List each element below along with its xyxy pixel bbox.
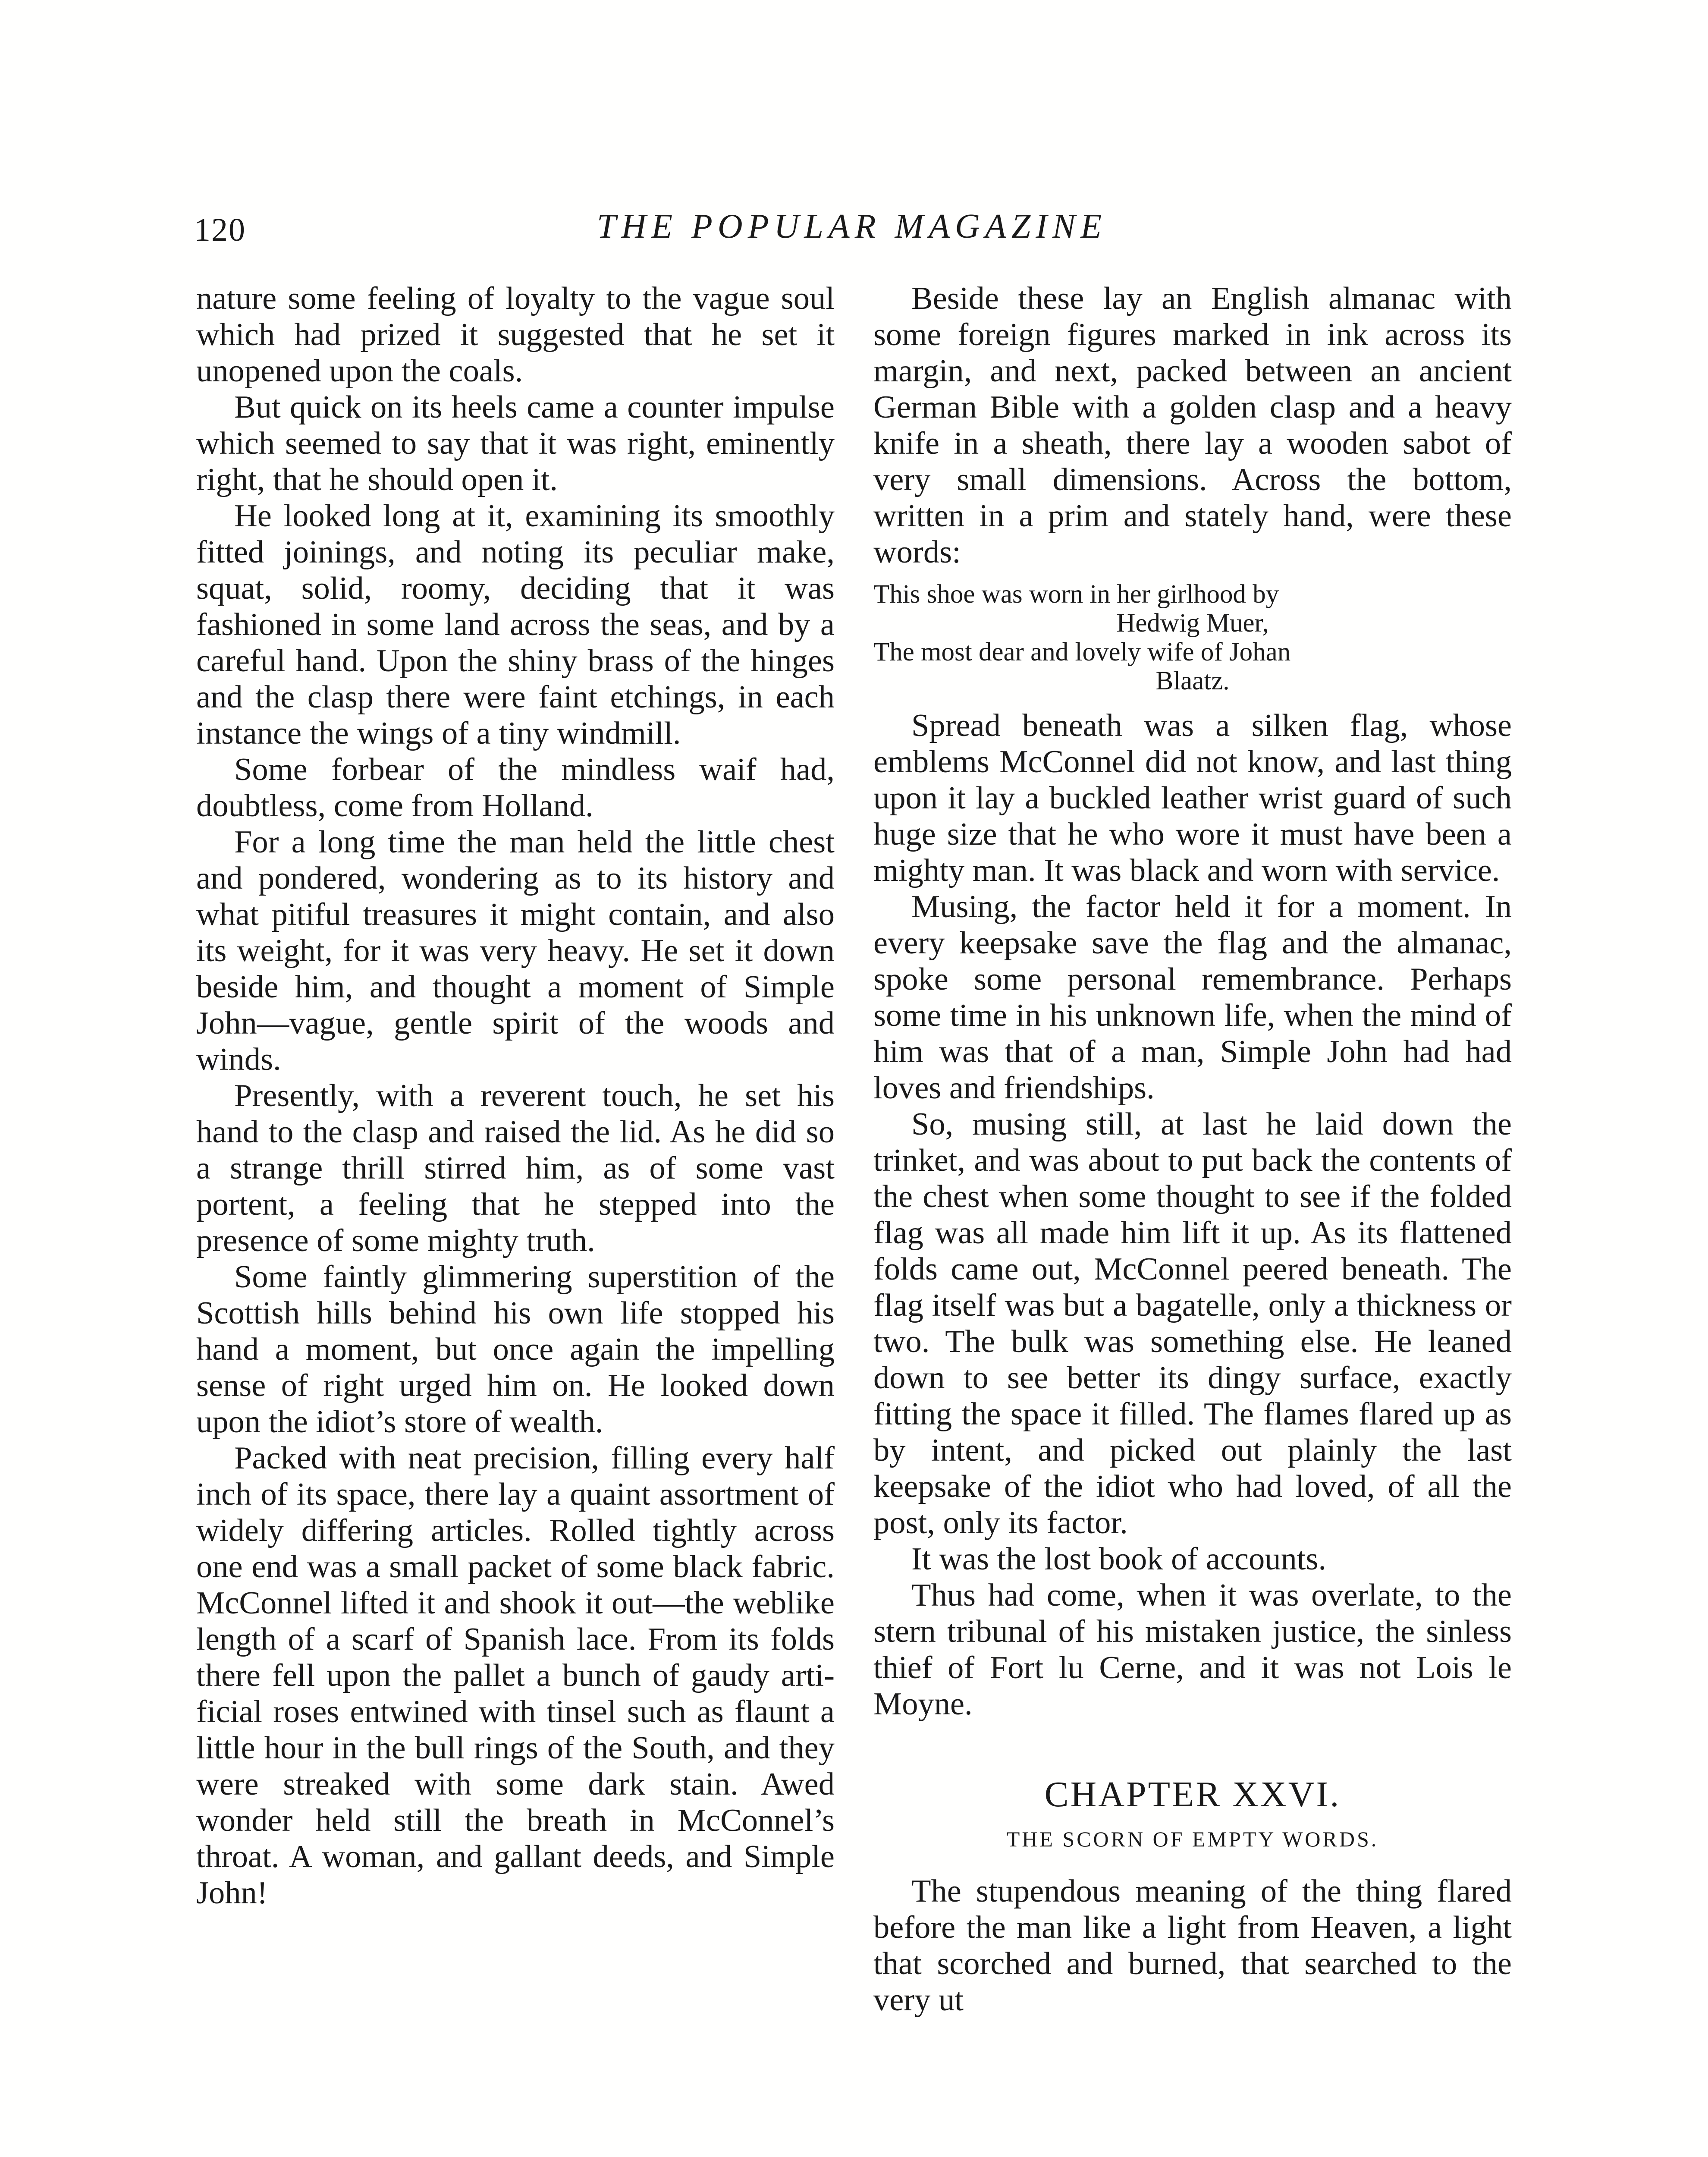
paragraph: Spread beneath was a silken flag, whose emblems McConnel did not know, and last thing upon it lay a buckled leather wrist guard of such huge size that he who wore it must have been a mighty man. It was black and worn with service. xyxy=(873,708,1512,888)
inscription-line: The most dear and lovely wife of Johan xyxy=(873,638,1291,667)
inscription-line: Blaatz. xyxy=(1155,667,1230,695)
magazine-title: THE POPULAR MAGAZINE xyxy=(597,208,1107,245)
paragraph: Presently, with a reverent touch, he set his hand to the clasp and raised the lid. As he did so a strange thrill stirred him, as of some vast portent, a feeling that he stepped into the presence of some mighty truth. xyxy=(196,1078,835,1258)
paragraph: Thus had come, when it was overlate, to the stern tribunal of his mistaken justice, the sinless thief of Fort lu Cerne, and it was not Lois le Moyne. xyxy=(873,1578,1512,1722)
inscription-line: This shoe was worn in her girlhood by xyxy=(873,580,1279,609)
paragraph: But quick on its heels came a counter impulse which seemed to say that it was right, eminently right, that he should open it. xyxy=(196,390,835,497)
page-number: 120 xyxy=(194,212,246,248)
running-head xyxy=(194,203,1510,259)
paragraph: The stupendous meaning of the thing flared before the man like a light from Heaven, a light that scorched and burned, that searched to the very ut xyxy=(873,1874,1512,2018)
paragraph: For a long time the man held the little chest and pondered, wondering as to its history and what pitiful treasures it might contain, and also its weight, for it was very heavy. He set it down beside him, and thought a moment of Simple John—vague, gentle spirit of the woods and winds. xyxy=(196,824,835,1077)
paragraph: It was the lost book of accounts. xyxy=(911,1541,1327,1577)
paragraph: Beside these lay an English almanac with some foreign figures marked in ink across its margin, and next, packed between an ancient German Bible with a golden clasp and a heavy knife in a sheath, there lay a wooden sabot of very small dimensions. Across the bottom, written in a prim and stately hand, were these words: xyxy=(873,281,1512,570)
paragraph: Musing, the factor held it for a moment. In every keepsake save the flag and the almanac, spoke some personal remembrance. Perhaps some time in his unknown life, when the mind of him was that of a man, Simple John had had loves and friendships. xyxy=(873,889,1512,1106)
paragraph: nature some feeling of loyalty to the vague soul which had prized it suggested that he set it unopened upon the coals. xyxy=(196,281,835,389)
paragraph: So, musing still, at last he laid down the trinket, and was about to put back the contents of the chest when some thought to see if the folded flag was all made him lift it up. As its flattened folds came out, McConnel peered beneath. The flag itself was but a bagatelle, only a thickness or two. The bulk was something else. He leaned down to see better its dingy surface, exactly fitting the space it filled. The flames flared up as by intent, and picked out plainly the last keepsake of the idiot who had loved, of all the post, only its factor. xyxy=(873,1107,1512,1541)
inscription-line: Hedwig Muer, xyxy=(1116,609,1269,638)
paragraph: Packed with neat precision, filling every half inch of its space, there lay a quaint assortment of widely differing articles. Rolled tightly across one end was a small packet of some black fabric. McConnel lifted it and shook it out—the weblike length of a scarf of Spanish lace. From its folds there fell upon the pallet a bunch of gaudy artificial roses entwined with tinsel such as flaunt a little hour in the bull rings of the South, and they were streaked with some dark stain. Awed wonder held still the breath in McConnel’s throat. A woman, and gallant deeds, and Simple John! xyxy=(196,1440,835,1911)
chapter-subtitle: THE SCORN OF EMPTY WORDS. xyxy=(1006,1827,1379,1851)
right-column xyxy=(873,280,1512,2018)
chapter-heading: CHAPTER XXVI. xyxy=(1044,1774,1341,1814)
paragraph: Some faintly glimmering superstition of the Scottish hills behind his own life stopped his hand a moment, but once again the impelling sense of right urged him on. He looked down upon the idiot’s store of wealth. xyxy=(196,1259,835,1440)
paragraph: He looked long at it, examining its smoothly fitted joinings, and noting its peculiar make, squat, solid, roomy, deciding that it was fashioned in some land across the seas, and by a careful hand. Upon the shiny brass of the hinges and the clasp there were faint etchings, in each instance the wings of a tiny windmill. xyxy=(196,498,835,751)
left-column xyxy=(196,280,835,1911)
sabot-inscription xyxy=(873,580,1512,695)
paragraph: Some forbear of the mindless waif had, doubtless, come from Holland. xyxy=(196,752,835,824)
